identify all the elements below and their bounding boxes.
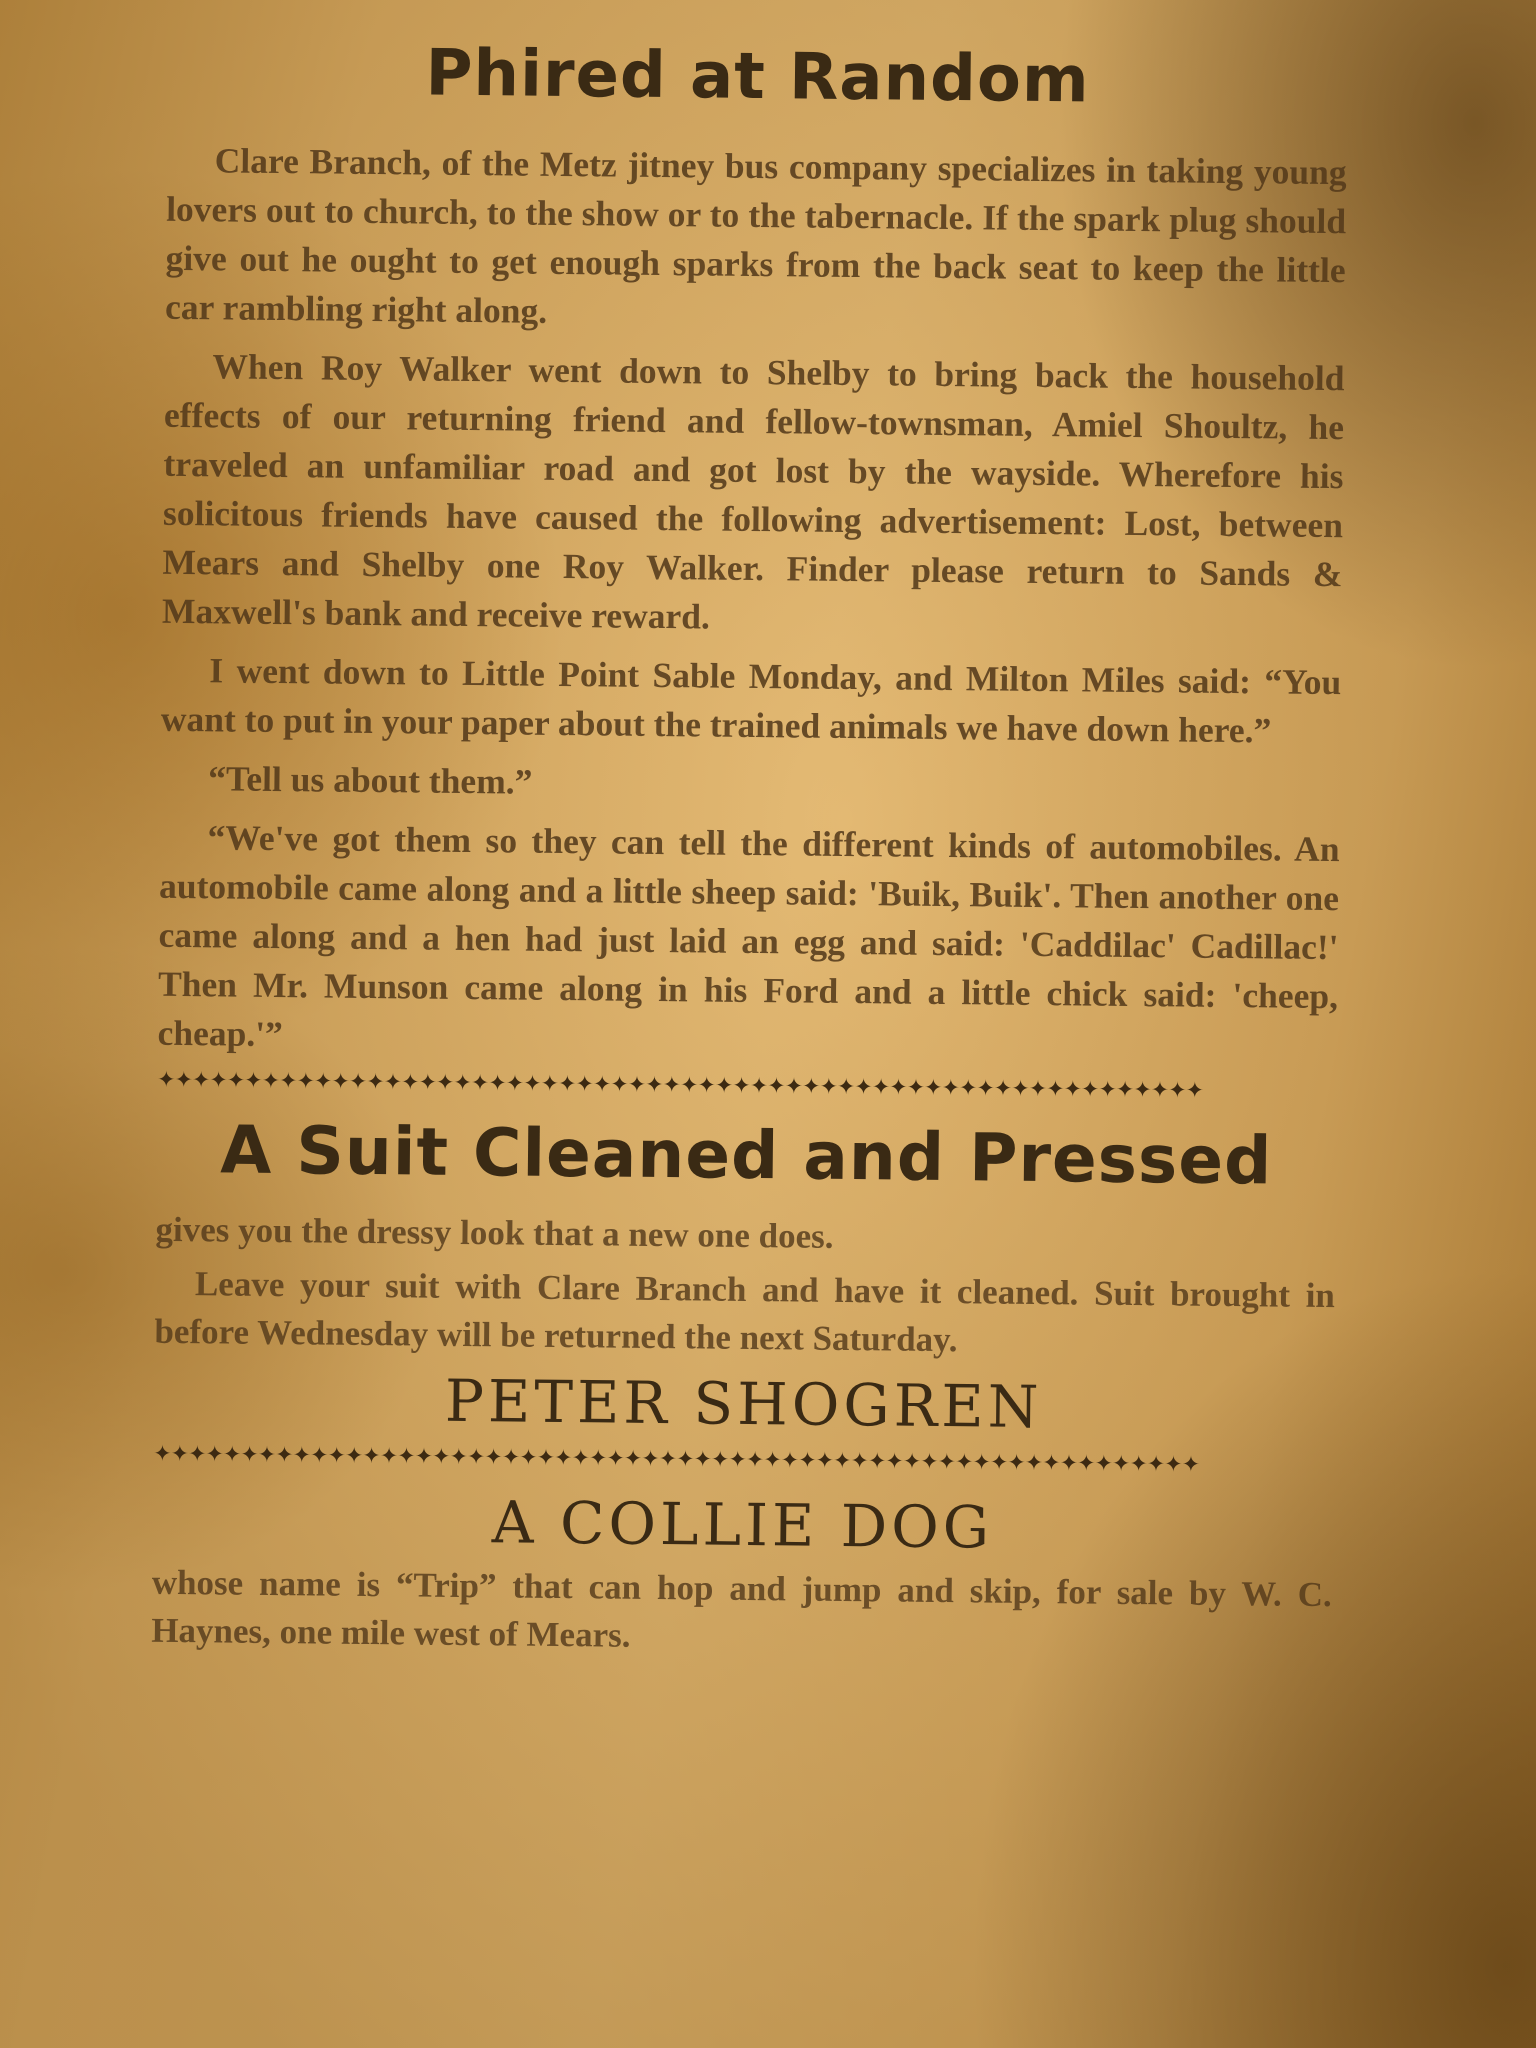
dog-ad-text: whose name is “Trip” that can hop and jump and skip, for sale by W. C. Haynes, one mile west of Mears. bbox=[151, 1562, 1332, 1655]
suit-ad-line: gives you the dressy look that a new one does. bbox=[155, 1209, 834, 1256]
ornamental-divider-2: ✦✦✦✦✦✦✦✦✦✦✦✦✦✦✦✦✦✦✦✦✦✦✦✦✦✦✦✦✦✦✦✦✦✦✦✦✦✦✦✦✦✦✦✦✦✦✦✦✦✦✦✦✦✦✦✦✦✦✦✦ bbox=[153, 1441, 1200, 1478]
suit-ad-heading: A Suit Cleaned and Pressed bbox=[219, 1111, 1273, 1200]
suit-ad-details: Leave your suit with Clare Branch and have it cleaned. Suit brought in before Wednesday will be returned the next Saturday. bbox=[154, 1264, 1336, 1360]
paragraph-trained-animals: “We've got them so they can tell the different kinds of automobiles. An automobile came along and a little sheep said: 'Buik, Buik'. Then another one came along and a hen had just laid an egg and said: 'Caddilac' Cadillac!' Then Mr. Munson came along in his Ford and a little chick said: 'cheep, cheap.'” bbox=[157, 817, 1340, 1055]
paragraph-clare-branch: Clare Branch, of the Metz jitney bus company specializes in taking young lovers out to church, to the show or to the tabernacle. If the spark plug should give out he ought to get enough sparks from the back seat to keep the little car rambling right along. bbox=[164, 140, 1347, 331]
paragraph-roy-walker: When Roy Walker went down to Shelby to bring back the household effects of our returning friend and fellow-townsman, Amiel Shoultz, he traveled an unfamiliar road and got lost by the wayside. Wherefore his solicitous friends have caused the following advertisement: Lost, between Mears and Shelby one Roy Walker. Finder please return to Sands & Maxwell's bank and receive reward. bbox=[161, 346, 1345, 637]
article-column bbox=[151, 34, 1348, 1673]
dog-ad-heading: A COLLIE DOG bbox=[491, 1488, 994, 1562]
ornamental-divider: ✦✦✦✦✦✦✦✦✦✦✦✦✦✦✦✦✦✦✦✦✦✦✦✦✦✦✦✦✦✦✦✦✦✦✦✦✦✦✦✦✦✦✦✦✦✦✦✦✦✦✦✦✦✦✦✦✦✦✦✦ bbox=[156, 1067, 1204, 1104]
article-title: Phired at Random bbox=[425, 36, 1090, 118]
paragraph-little-point-sable: I went down to Little Point Sable Monday, and Milton Miles said: “You want to put in your paper about the trained animals we have down here.” bbox=[160, 650, 1342, 751]
paragraph-tell-us: “Tell us about them.” bbox=[208, 758, 533, 802]
suit-ad-signature: PETER SHOGREN bbox=[444, 1366, 1043, 1442]
